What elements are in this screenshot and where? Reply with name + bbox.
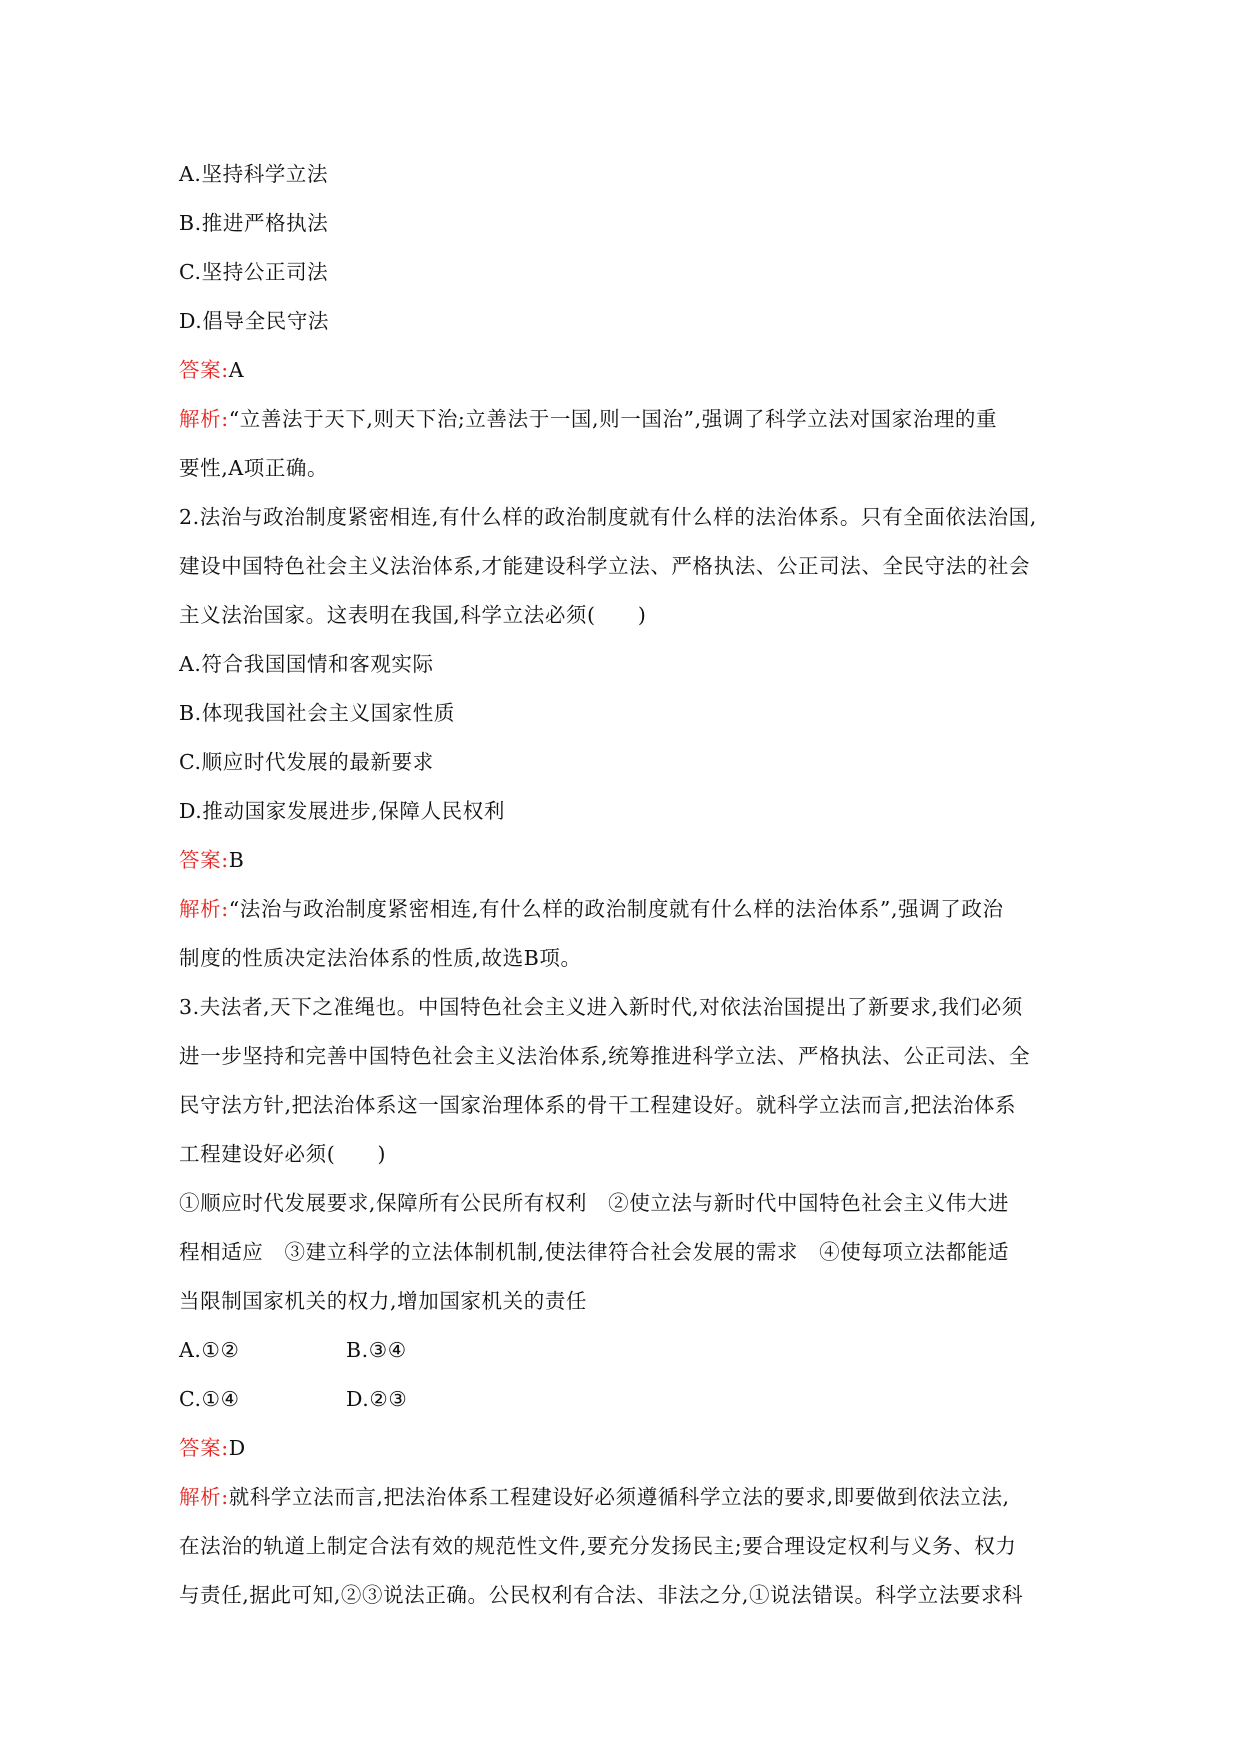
q3-analysis-line-2: 在法治的轨道上制定合法有效的规范性文件,要充分发扬民主;要合理设定权利与义务、权力 (179, 1534, 1017, 1558)
q1-analysis-line-2: 要性,A项正确。 (179, 456, 329, 480)
q3-stem-line-4: 工程建设好必须( ) (179, 1142, 387, 1166)
q3-options-row-2 (179, 1385, 408, 1413)
analysis-text: “立善法于天下,则天下治;立善法于一国,则一国治”,强调了科学立法对国家治理的重 (228, 407, 998, 431)
q2-stem-line-3: 主义法治国家。这表明在我国,科学立法必须( ) (179, 603, 647, 627)
q3-option-d: D.②③ (346, 1387, 408, 1411)
q1-answer (179, 356, 244, 384)
q3-statement-line-2: 程相适应 ③建立科学的立法体制机制,使法律符合社会发展的需求 ④使每项立法都能适 (179, 1240, 1010, 1264)
answer-value: A (228, 358, 245, 382)
q2-option-c: C.顺应时代发展的最新要求 (179, 750, 434, 774)
q1-analysis (179, 405, 997, 433)
q2-stem-line-2: 建设中国特色社会主义法治体系,才能建设科学立法、严格执法、公正司法、全民守法的社会 (179, 554, 1031, 578)
analysis-label: 解析: (179, 407, 229, 431)
q1-option-c: C.坚持公正司法 (179, 260, 329, 284)
q3-statement-line-1: ①顺应时代发展要求,保障所有公民所有权利 ②使立法与新时代中国特色社会主义伟大进 (179, 1191, 1010, 1215)
q2-option-a: A.符合我国国情和客观实际 (179, 652, 434, 676)
q3-analysis (179, 1483, 1010, 1511)
q3-stem-line-3: 民守法方针,把法治体系这一国家治理体系的骨干工程建设好。就科学立法而言,把法治体系 (179, 1093, 1017, 1117)
analysis-label: 解析: (179, 897, 229, 921)
q3-option-c: C.①④ (179, 1387, 240, 1411)
q2-stem-line-1: 2.法治与政治制度紧密相连,有什么样的政治制度就有什么样的法治体系。只有全面依法治国, (179, 505, 1037, 529)
q2-option-d: D.推动国家发展进步,保障人民权利 (179, 799, 505, 823)
q1-option-b: B.推进严格执法 (179, 211, 329, 235)
answer-label: 答案: (179, 358, 229, 382)
analysis-text: 就科学立法而言,把法治体系工程建设好必须遵循科学立法的要求,即要做到依法立法, (228, 1485, 1010, 1509)
q3-answer (179, 1434, 246, 1462)
q2-analysis-line-2: 制度的性质决定法治体系的性质,故选B项。 (179, 946, 582, 970)
q1-option-a: A.坚持科学立法 (179, 162, 329, 186)
analysis-text: “法治与政治制度紧密相连,有什么样的政治制度就有什么样的法治体系”,强调了政治 (228, 897, 1004, 921)
q1-option-d: D.倡导全民守法 (179, 309, 330, 333)
q3-analysis-line-3: 与责任,据此可知,②③说法正确。公民权利有合法、非法之分,①说法错误。科学立法要求科 (179, 1583, 1024, 1607)
q3-options-row-1 (179, 1336, 407, 1364)
answer-label: 答案: (179, 848, 229, 872)
analysis-label: 解析: (179, 1485, 229, 1509)
answer-label: 答案: (179, 1436, 229, 1460)
answer-value: D (228, 1436, 246, 1460)
q3-option-a: A.①② (179, 1338, 240, 1362)
q2-analysis (179, 895, 1004, 923)
answer-value: B (228, 848, 245, 872)
q3-statement-line-3: 当限制国家机关的权力,增加国家机关的责任 (179, 1289, 588, 1313)
q2-option-b: B.体现我国社会主义国家性质 (179, 701, 455, 725)
q3-stem-line-2: 进一步坚持和完善中国特色社会主义法治体系,统筹推进科学立法、严格执法、公正司法、全 (179, 1044, 1031, 1068)
q2-answer (179, 846, 244, 874)
q3-stem-line-1: 3.夫法者,天下之准绳也。中国特色社会主义进入新时代,对依法治国提出了新要求,我们必须 (179, 995, 1023, 1019)
q3-option-b: B.③④ (346, 1338, 407, 1362)
